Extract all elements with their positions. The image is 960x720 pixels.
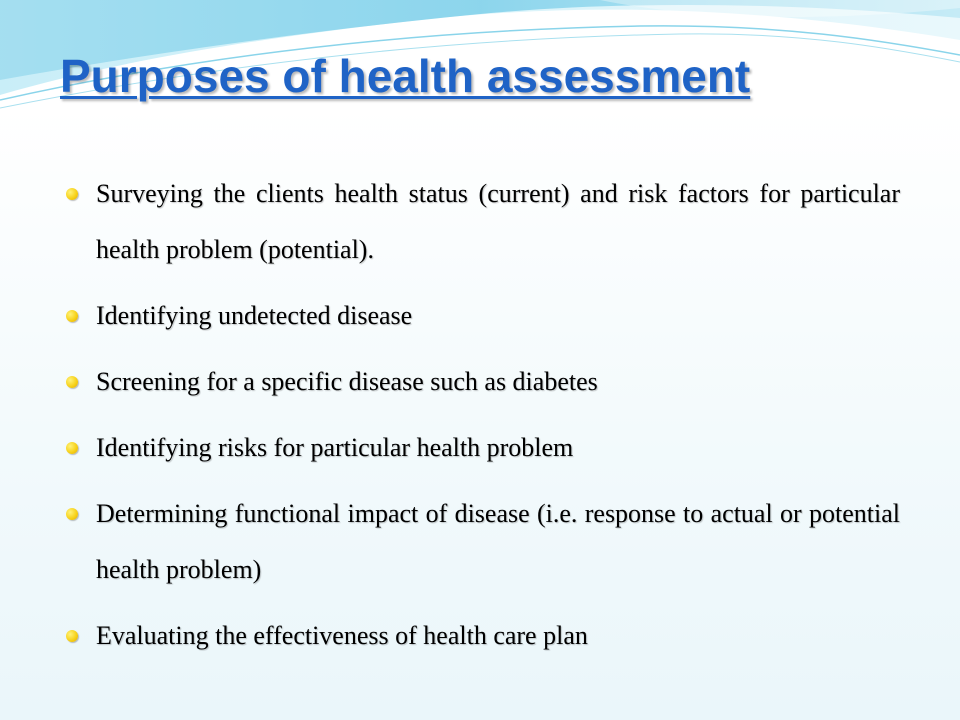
bullet-text: Identifying undetected disease [96,301,413,330]
bullet-item [64,420,900,476]
bullet-dot-icon [66,376,78,388]
bullet-item [64,354,900,410]
bullet-item [64,166,900,278]
bullet-dot-icon [66,630,78,642]
bullet-list [64,166,900,674]
bullet-text: Determining functional impact of disease (i.e. response to actual or potential health problem) [96,499,900,584]
bullet-text: Surveying the clients health status (current) and risk factors for particular health problem (potential). [96,179,900,264]
bullet-dot-icon [66,508,78,520]
bullet-item [64,486,900,598]
bullet-dot-icon [66,188,78,200]
slide-title: Purposes of health assessment [60,50,751,102]
bullet-text: Screening for a specific disease such as diabetes [96,367,598,396]
bullet-item [64,608,900,664]
bullet-text: Evaluating the effectiveness of health care plan [96,621,588,650]
bullet-text: Identifying risks for particular health problem [96,433,574,462]
bullet-dot-icon [66,442,78,454]
bullet-item [64,288,900,344]
bullet-dot-icon [66,310,78,322]
